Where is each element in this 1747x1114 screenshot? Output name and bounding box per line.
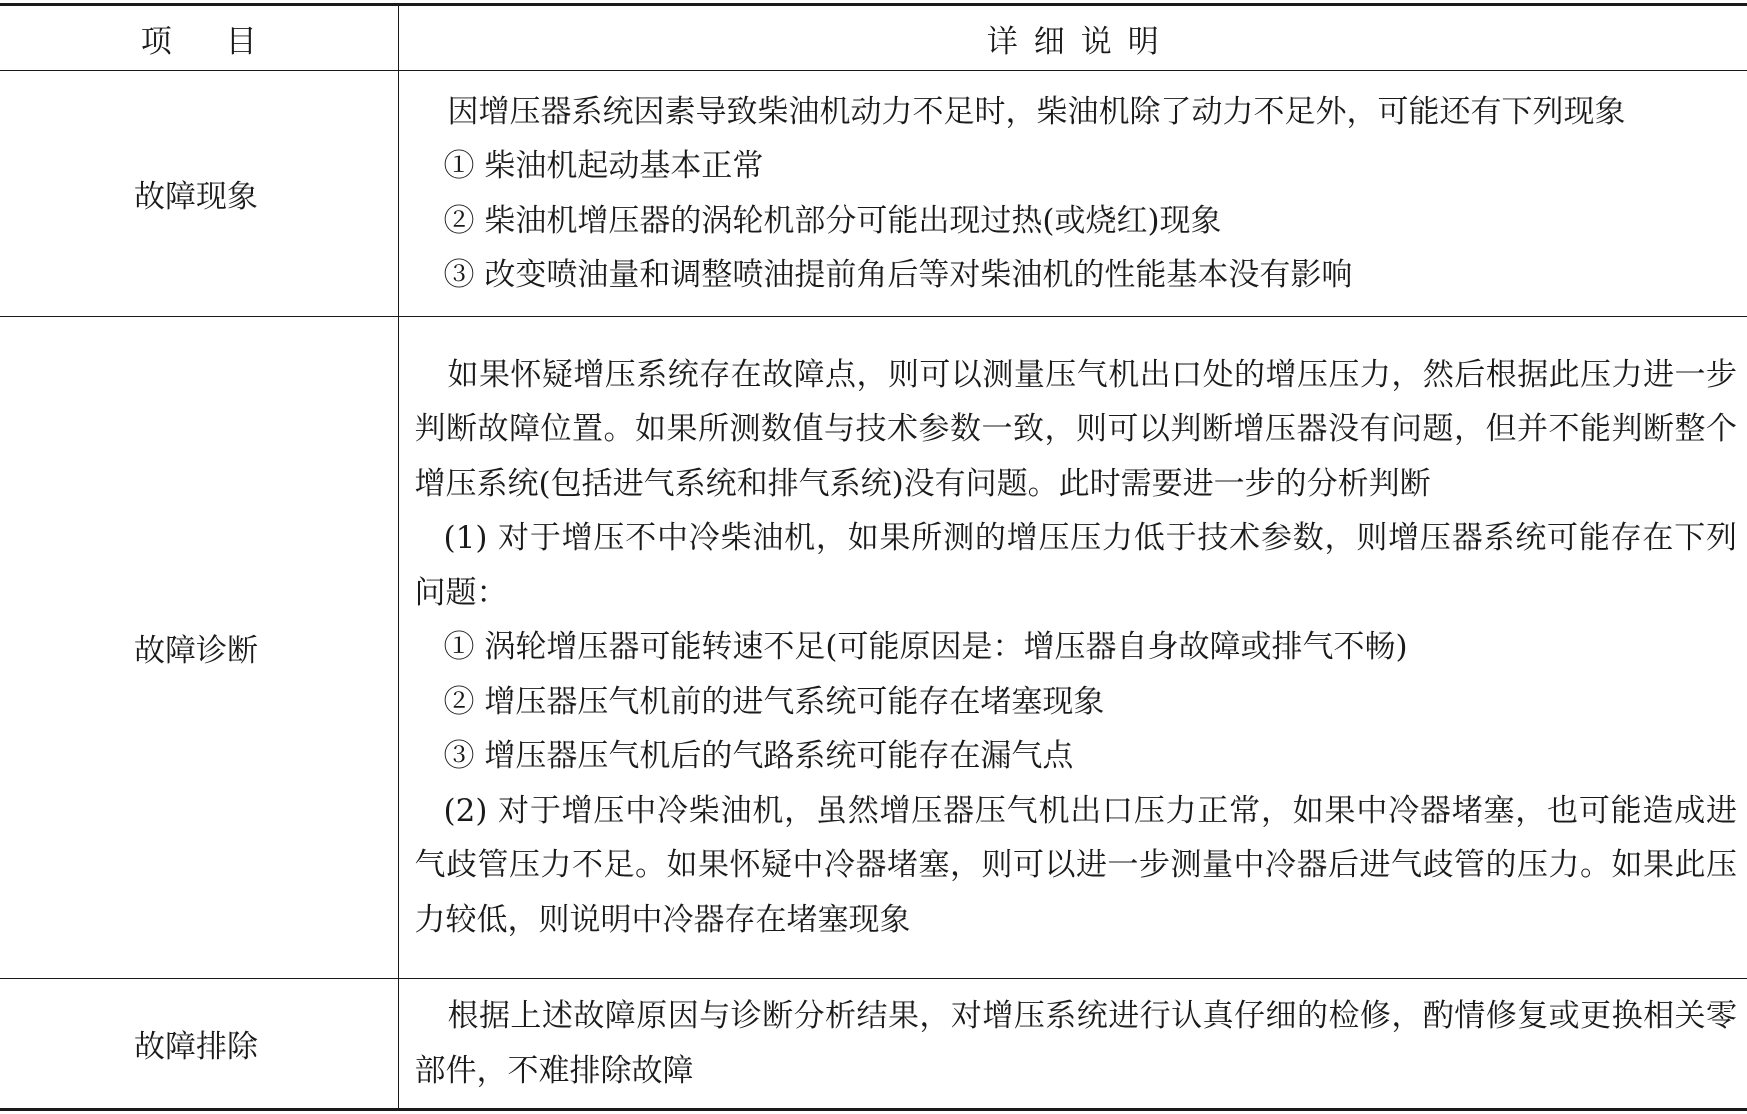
row-label-diagnosis: 故障诊断 [0, 317, 398, 979]
row-detail-symptom [398, 71, 1747, 317]
detail-list-item: ① 柴油机起动基本正常 [443, 148, 764, 184]
row-detail-diagnosis [398, 317, 1747, 979]
table-row-symptom [0, 71, 1747, 317]
detail-list-item: ② 增压器压气机前的进气系统可能存在堵塞现象 [443, 683, 1105, 720]
fault-table [0, 3, 1747, 1111]
table-row-diagnosis [0, 317, 1747, 979]
detail-paragraph: 如果怀疑增压系统存在故障点，则可以测量压气机出口处的增压压力，然后根据此压力进一步判断故障位置。如果所测数值与技术参数一致，则可以判断增压器没有问题，但并不能判断整个增压系统(包括进气系统和排气系统)没有问题。此时需要进一步的分析判断 [414, 356, 1737, 502]
detail-paragraph: 因增压器系统因素导致柴油机动力不足时，柴油机除了动力不足外，可能还有下列现象 [447, 93, 1626, 130]
row-label-symptom: 故障现象 [0, 71, 398, 317]
row-label-fix: 故障排除 [0, 979, 398, 1110]
detail-list-item: ③ 改变喷油量和调整喷油提前角后等对柴油机的性能基本没有影响 [443, 257, 1353, 293]
detail-paragraph: 根据上述故障原因与诊断分析结果，对增压系统进行认真仔细的检修，酌情修复或更换相关零部件，不难排除故障 [414, 998, 1737, 1089]
detail-list-item: ① 涡轮增压器可能转速不足(可能原因是：增压器自身故障或排气不畅) [443, 629, 1408, 666]
table-header-row [0, 5, 1747, 71]
detail-list-item: ② 柴油机增压器的涡轮机部分可能出现过热(或烧红)现象 [443, 202, 1222, 239]
header-detail: 详细说明 [398, 5, 1747, 71]
row-detail-fix [398, 979, 1747, 1110]
detail-list-item: ③ 增压器压气机后的气路系统可能存在漏气点 [443, 738, 1074, 775]
detail-paragraph: (1) 对于增压不中冷柴油机，如果所测的增压压力低于技术参数，则增压器系统可能存在下列问题： [414, 520, 1737, 611]
header-item: 项目 [0, 5, 398, 71]
table-row-fix [0, 979, 1747, 1110]
detail-paragraph: (2) 对于增压中冷柴油机，虽然增压器压气机出口压力正常，如果中冷器堵塞，也可能造成进气歧管压力不足。如果怀疑中冷器堵塞，则可以进一步测量中冷器后进气歧管的压力。如果此压力较低，则说明中冷器存在堵塞现象 [414, 792, 1737, 938]
